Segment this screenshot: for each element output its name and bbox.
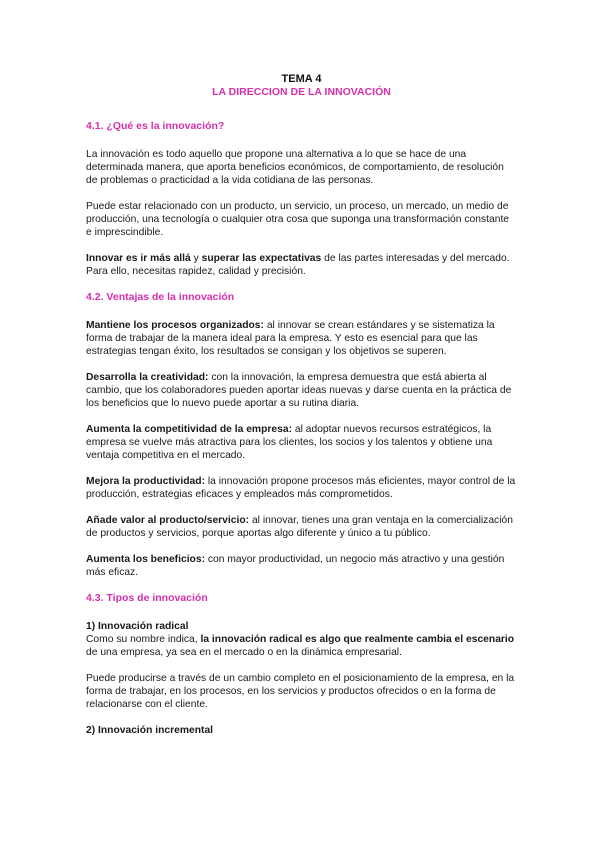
page-title: TEMA 4 [281,73,322,85]
advantage-title: Desarrolla la creatividad: [86,372,209,383]
advantage-item [86,514,517,540]
advantage-title: Aumenta la competitividad de la empresa: [86,424,292,435]
bold-phrase: Innovar es ir más allá [86,253,191,264]
advantage-item [86,423,517,462]
page-subtitle: LA DIRECCION DE LA INNOVACIÓN [212,86,391,98]
advantage-text: la innovación propone procesos más eficientes, mayor control de la producción, estrategias eficaces y empleados más comprometidos. [86,476,516,500]
advantage-title: Mejora la productividad: [86,476,206,487]
bold-phrase: superar las expectativas [201,253,322,264]
advantage-item [86,475,517,501]
bold-phrase: la innovación radical es algo que realmente cambia el escenario [200,634,515,645]
advantage-item [86,319,517,358]
paragraph-innovar [86,252,517,278]
advantage-item [86,553,517,579]
subheading-incremental: 2) Innovación incremental [86,725,214,736]
text-run: de una empresa, ya sea en el mercado o en la dinámica empresarial. [86,647,402,658]
text-run: Como su nombre indica, [86,634,201,645]
advantage-item [86,371,517,410]
advantage-text: al innovar se crean estándares y se sistematiza la forma de trabajar de la manera ideal para la empresa. Y esto es esencial para que las estrategias tengan éxito, los resultados se consigan y los objetivos se superen. [86,320,495,357]
advantage-title: Mantiene los procesos organizados: [86,320,264,331]
advantage-title: Añade valor al producto/servicio: [86,515,250,526]
paragraph-definition: La innovación es todo aquello que propone una alternativa a lo que se hace de una determinada manera, que aporta beneficios económicos, de comportamiento, de resolución de problemas o practicidad a la vida cotidiana de las personas. [86,149,504,186]
paragraph-radical-detail: Puede producirse a través de un cambio completo en el posicionamiento de la empresa, en la forma de trabajar, en los procesos, en los servicios y productos ofrecidos o en la forma de relacionarse con el cliente. [86,673,515,710]
section-heading-4-1: 4.1. ¿Qué es la innovación? [86,120,225,132]
section-heading-4-3: 4.3. Tipos de innovación [86,592,208,604]
paragraph-radical [86,633,517,659]
subheading-radical: 1) Innovación radical [86,621,189,632]
advantage-title: Aumenta los beneficios: [86,554,206,565]
advantage-text: al adoptar nuevos recursos estratégicos, la empresa se vuelve más atractiva para los clientes, los socios y los talentos y obtiene una ventaja competitiva en el mercado. [86,424,493,461]
text-run: de las partes interesadas y del mercado. Para ello, necesitas rapidez, calidad y precisión. [86,253,510,277]
advantage-text: con la innovación, la empresa demuestra que está abierta al cambio, que los colaboradores pueden aportar ideas nuevas y darse cuenta en la práctica de los beneficios que lo nuevo puede aportar a su rutina diaria. [86,372,512,409]
paragraph-relation: Puede estar relacionado con un producto, un servicio, un proceso, un mercado, un medio de producción, una tecnología o cualquier otra cosa que suponga una transformación constante e imprescindible. [86,201,510,238]
advantage-text: con mayor productividad, un negocio más atractivo y una gestión más eficaz. [86,554,505,578]
text-run: y [190,253,202,264]
advantage-text: al innovar, tienes una gran ventaja en la comercialización de productos y servicios, porque aportas algo diferente y único a tu público. [86,515,513,539]
section-heading-4-2: 4.2. Ventajas de la innovación [86,291,235,303]
